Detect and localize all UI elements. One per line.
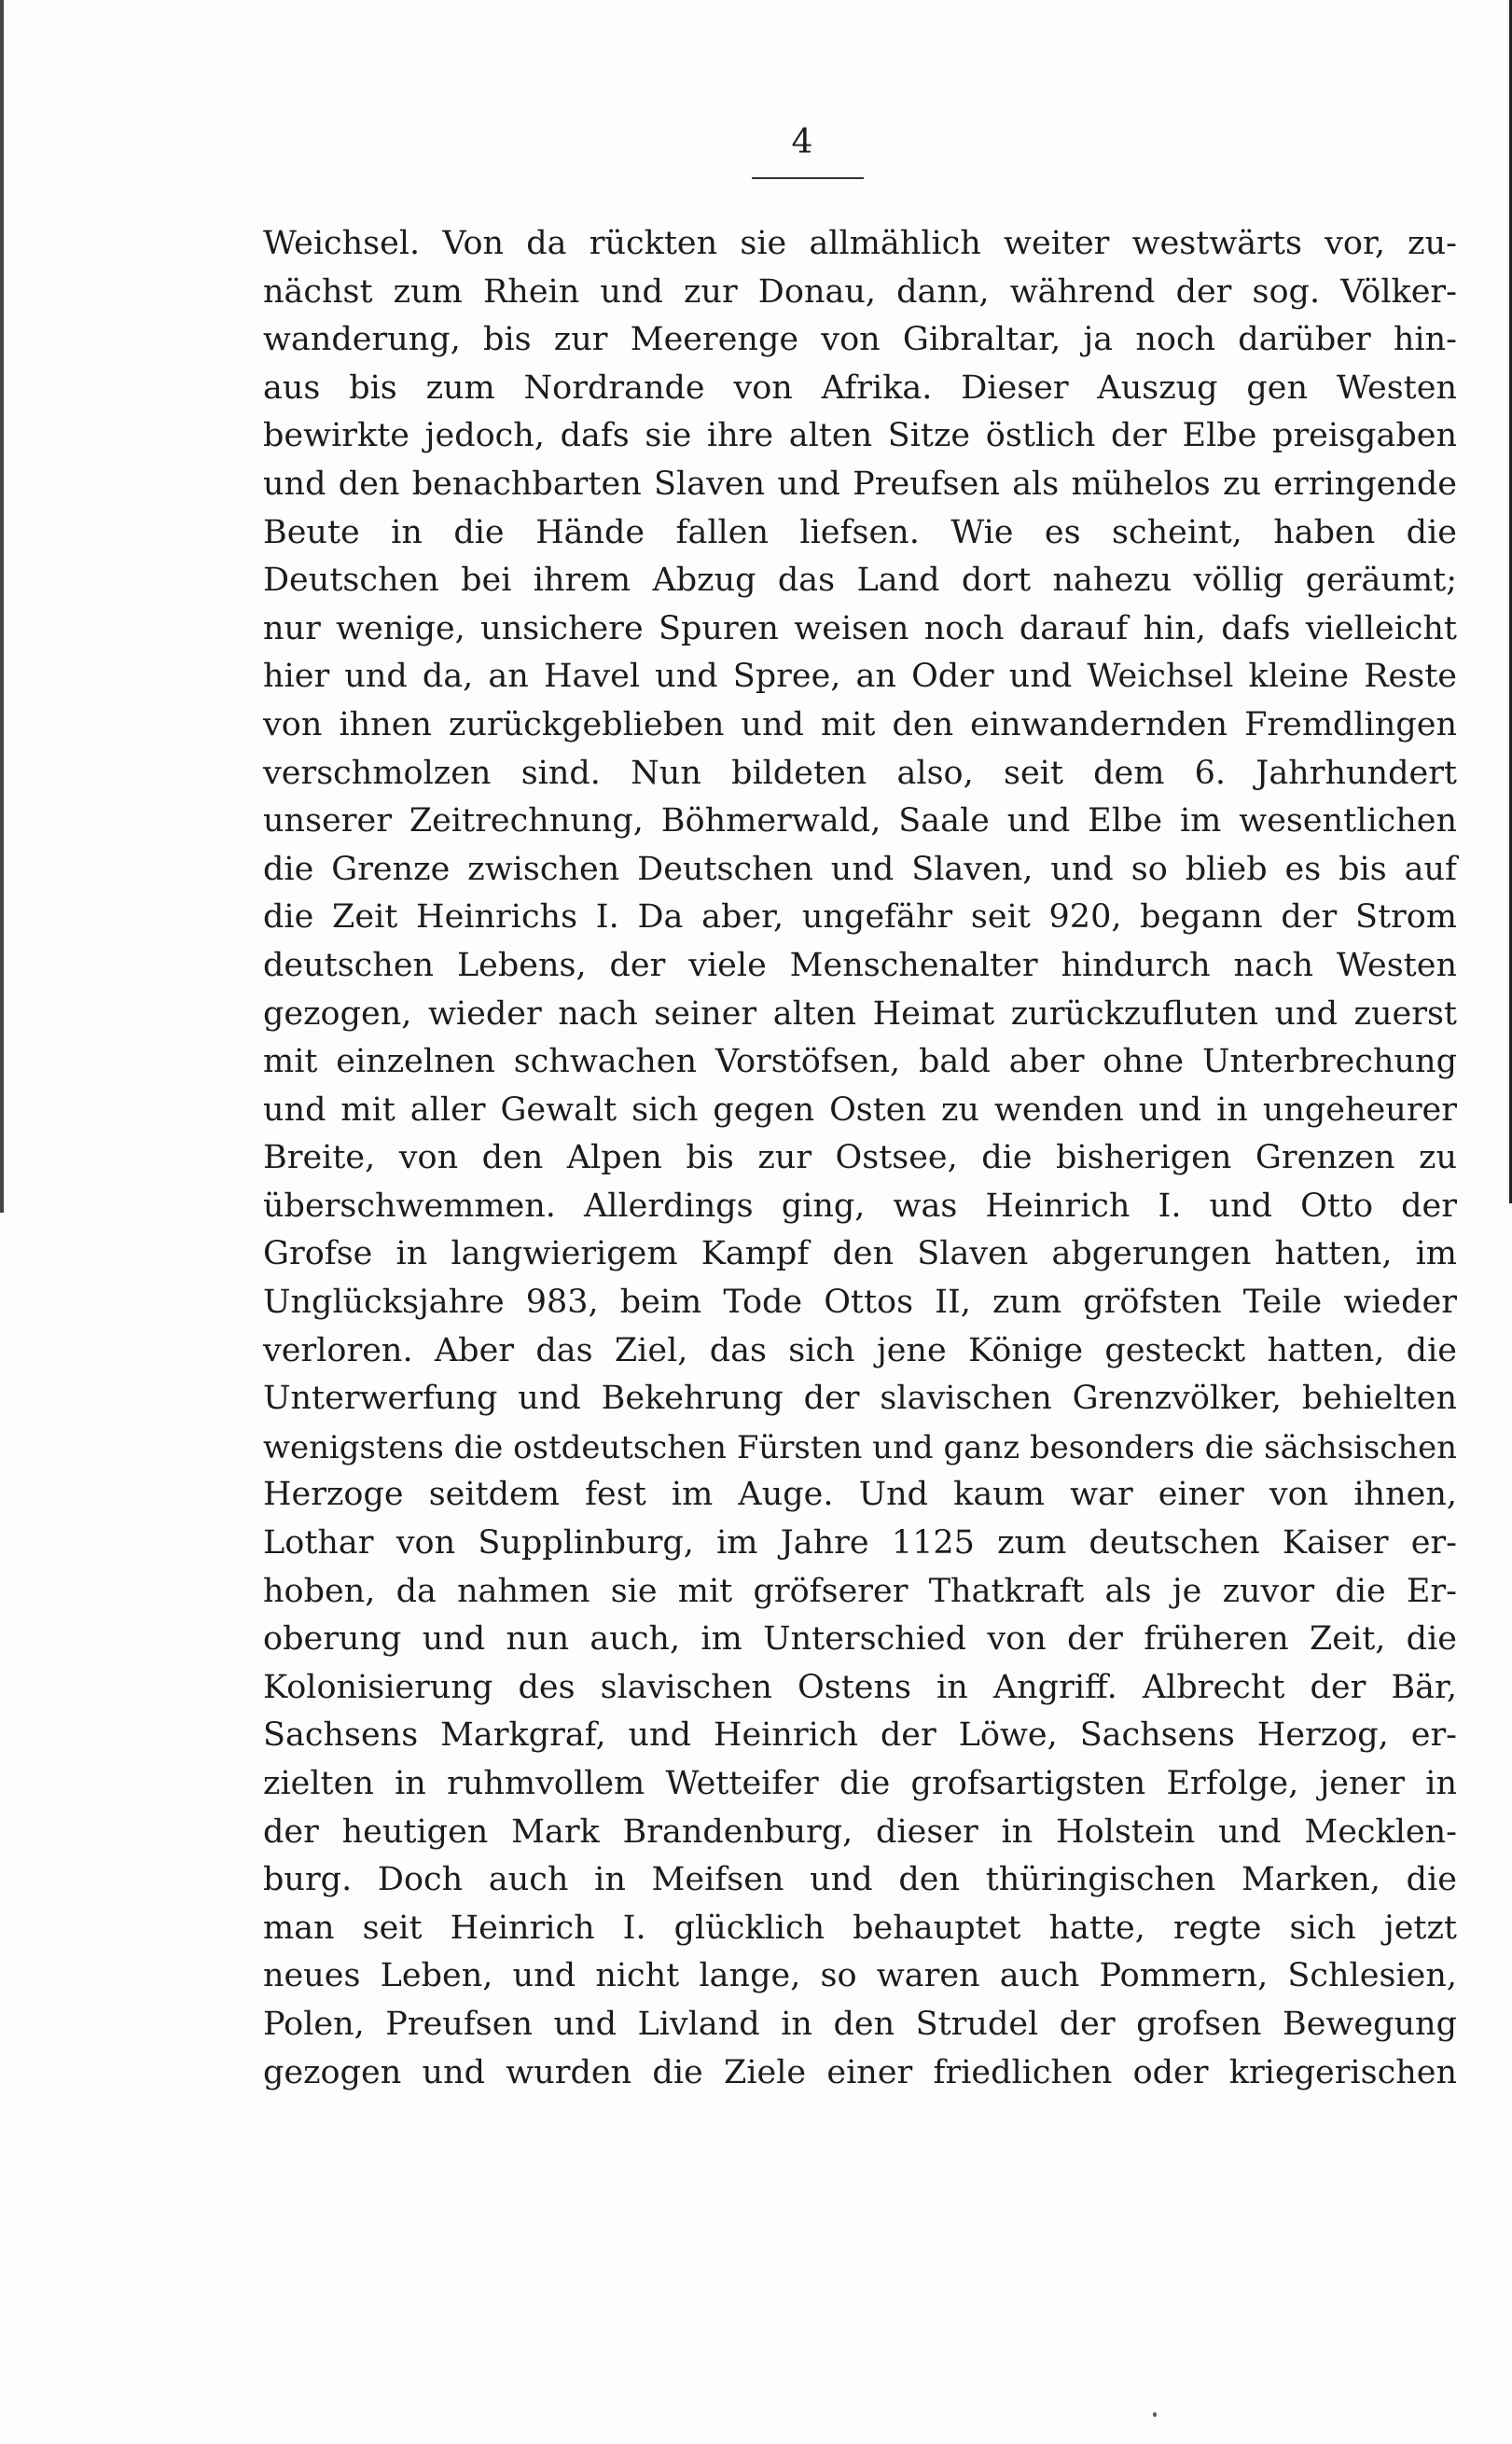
text-line: burg. Doch auch in Meifsen und den thüringischen Marken, die [263, 1861, 1457, 1899]
text-line: Breite, von den Alpen bis zur Ostsee, die bisherigen Grenzen zu [263, 1139, 1457, 1177]
text-line: der heutigen Mark Brandenburg, dieser in Holstein und Mecklen- [263, 1812, 1457, 1851]
text-line: aus bis zum Nordrande von Afrika. Dieser Auszug gen Westen [263, 368, 1457, 407]
text-line: von ihnen zurückgeblieben und mit den einwandernden Fremdlingen [263, 705, 1457, 743]
text-line: verloren. Aber das Ziel, das sich jene Könige gesteckt hatten, die [263, 1331, 1457, 1369]
text-line: überschwemmen. Allerdings ging, was Heinrich I. und Otto der [263, 1187, 1457, 1225]
text-line: hier und da, an Havel und Spree, an Oder und Weichsel kleine Reste [263, 658, 1457, 696]
text-line: gezogen, wieder nach seiner alten Heimat zurückzufluten und zuerst [263, 994, 1457, 1033]
text-line: nur wenige, unsichere Spuren weisen noch darauf hin, dafs vielleicht [263, 609, 1457, 647]
text-line: gezogen und wurden die Ziele einer friedlichen oder kriegerischen [263, 2053, 1457, 2091]
text-line: wenigstens die ostdeutschen Fürsten und ganz besonders die sächsischen [263, 1428, 1457, 1465]
text-line: Beute in die Hände fallen liefsen. Wie es scheint, haben die [263, 513, 1457, 551]
text-line: Sachsens Markgraf, und Heinrich der Löwe, Sachsens Herzog, er- [263, 1716, 1457, 1755]
text-line: und den benachbarten Slaven und Preufsen als mühelos zu erringende [263, 465, 1457, 503]
text-line: wanderung, bis zur Meerenge von Gibraltar, ja noch darüber hin- [263, 321, 1457, 359]
text-line: Weichsel. Von da rückten sie allmählich weiter westwärts vor, zu- [263, 225, 1457, 262]
text-line: Polen, Preufsen und Livland in den Strudel der grofsen Bewegung [263, 2005, 1457, 2043]
text-line: Herzoge seitdem fest im Auge. Und kaum war einer von ihnen, [263, 1476, 1457, 1514]
scan-edge-shadow-left [0, 0, 4, 1213]
text-line: und mit aller Gewalt sich gegen Osten zu wenden und in ungeheurer [263, 1090, 1457, 1129]
text-line: bewirkte jedoch, dafs sie ihre alten Sitze östlich der Elbe preisgaben [263, 417, 1457, 455]
text-line: Kolonisierung des slavischen Ostens in Angriff. Albrecht der Bär, [263, 1668, 1457, 1706]
text-line: verschmolzen sind. Nun bildeten also, seit dem 6. Jahrhundert [263, 754, 1457, 792]
text-line: hoben, da nahmen sie mit gröfserer Thatkraft als je zuvor die Er- [263, 1572, 1457, 1610]
text-line: die Zeit Heinrichs I. Da aber, ungefähr seit 920, begann der Strom [263, 898, 1457, 937]
text-line: Unterwerfung und Bekehrung der slavischen Grenzvölker, behielten [263, 1380, 1457, 1418]
text-line: Lothar von Supplinburg, im Jahre 1125 zum deutschen Kaiser er- [263, 1524, 1457, 1562]
text-line: zielten in ruhmvollem Wetteifer die grofsartigsten Erfolge, jener in [263, 1765, 1457, 1802]
text-line: deutschen Lebens, der viele Menschenalter hindurch nach Westen [263, 946, 1457, 984]
body-text [263, 220, 1457, 2097]
text-line: Unglücksjahre 983, beim Tode Ottos II, zum gröfsten Teile wieder [263, 1284, 1457, 1322]
text-line: Grofse in langwierigem Kampf den Slaven abgerungen hatten, im [263, 1235, 1457, 1273]
text-line: oberung und nun auch, im Unterschied von der früheren Zeit, die [263, 1620, 1457, 1659]
text-line: neues Leben, und nicht lange, so waren auch Pommern, Schlesien, [263, 1957, 1457, 1995]
text-line: man seit Heinrich I. glücklich behauptet hatte, regte sich jetzt [263, 1909, 1457, 1947]
paper-speck [1153, 2412, 1157, 2417]
text-line: die Grenze zwischen Deutschen und Slaven, und so blieb es bis auf [263, 850, 1457, 888]
text-line: unserer Zeitrechnung, Böhmerwald, Saale und Elbe im wesentlichen [263, 802, 1457, 840]
page-number-rule [752, 177, 864, 179]
text-line: nächst zum Rhein und zur Donau, dann, während der sog. Völker- [263, 272, 1457, 311]
text-line: Deutschen bei ihrem Abzug das Land dort nahezu völlig geräumt; [263, 562, 1457, 600]
page-number: 4 [791, 123, 813, 161]
text-line: mit einzelnen schwachen Vorstöfsen, bald aber ohne Unterbrechung [263, 1043, 1457, 1081]
